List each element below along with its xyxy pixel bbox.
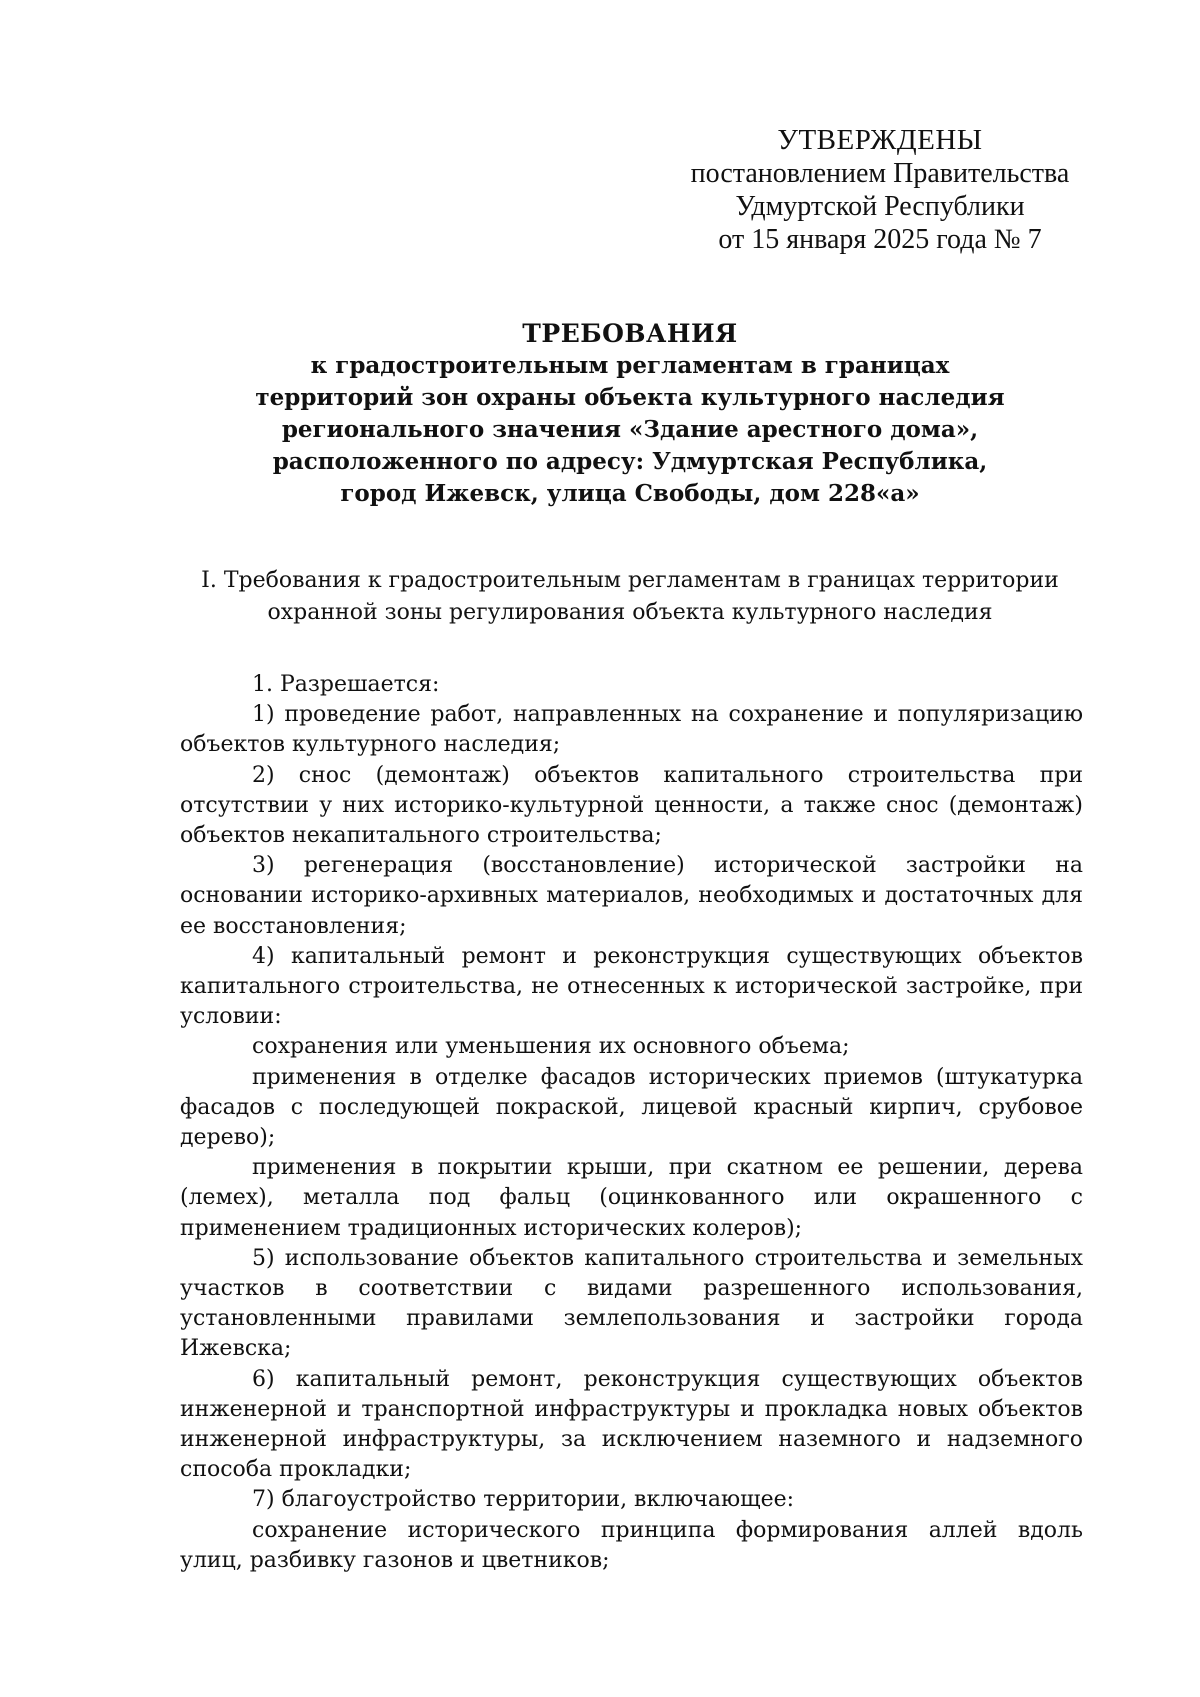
paragraph: 2) снос (демонтаж) объектов капитального строительства при отсутствии у них историко-культурной ценности, а также снос (демонтаж) объектов некапитального строительства; [180,762,1083,849]
paragraph: 1) проведение работ, направленных на сохранение и популяризацию объектов культурного наследия; [180,702,1083,758]
paragraph: 7) благоустройство территории, включающее: [252,1487,795,1513]
paragraph: 5) использование объектов капитального строительства и земельных участков в соответствии с видами разрешенного использования, установленными правилами землепользования и застройки города Ижевска; [180,1245,1083,1362]
title-line: город Ижевск, улица Свободы, дом 228«а» [340,480,920,507]
paragraph: 3) регенерация (восстановление) исторической застройки на основании историко-архивных материалов, необходимых и достаточных для ее восстановления; [180,853,1083,939]
section-line: охранной зоны регулирования объекта культурного наследия [267,600,993,625]
approval-heading: УТВЕРЖДЕНЫ [777,124,983,156]
approval-line: Удмуртской Республики [735,191,1025,222]
title-line: расположенного по адресу: Удмуртская Республика, [272,448,988,475]
paragraph: 4) капитальный ремонт и реконструкция существующих объектов капитального строительства, не отнесенных к исторической застройке, при условии: [180,943,1083,1030]
title-line: регионального значения «Здание арестного дома», [281,416,979,443]
paragraph: применения в отделке фасадов исторических приемов (штукатурка фасадов с последующей покраской, лицевой красный кирпич, срубовое дерево); [180,1064,1083,1151]
section-heading [180,565,1080,629]
paragraph: применения в покрытии крыши, при скатном ее решении, дерева (лемех), металла под фальц (оцинкованного или окрашенного с применением традиционных исторических колеров); [180,1155,1083,1241]
approval-stamp [655,124,1105,256]
document-body [180,670,1083,1576]
title-line: территорий зон охраны объекта культурного наследия [255,384,1005,411]
paragraph: 1. Разрешается: [252,672,440,697]
title-main: ТРЕБОВАНИЯ [522,319,738,348]
section-line: I. Требования к градостроительным регламентам в границах территории [201,568,1059,593]
approval-line: от 15 января 2025 года № 7 [718,224,1042,255]
document-title [180,318,1080,510]
paragraph: сохранение исторического принципа формирования аллей вдоль улиц, разбивку газонов и цветников; [180,1517,1083,1573]
title-line: к градостроительным регламентам в границах [310,352,950,379]
paragraph: сохранения или уменьшения их основного объема; [252,1034,850,1060]
paragraph: 6) капитальный ремонт, реконструкция существующих объектов инженерной и транспортной инфраструктуры и прокладка новых объектов инженерной инфраструктуры, за исключением наземного и надземного способа прокладки; [180,1366,1083,1483]
approval-line: постановлением Правительства [690,158,1070,189]
